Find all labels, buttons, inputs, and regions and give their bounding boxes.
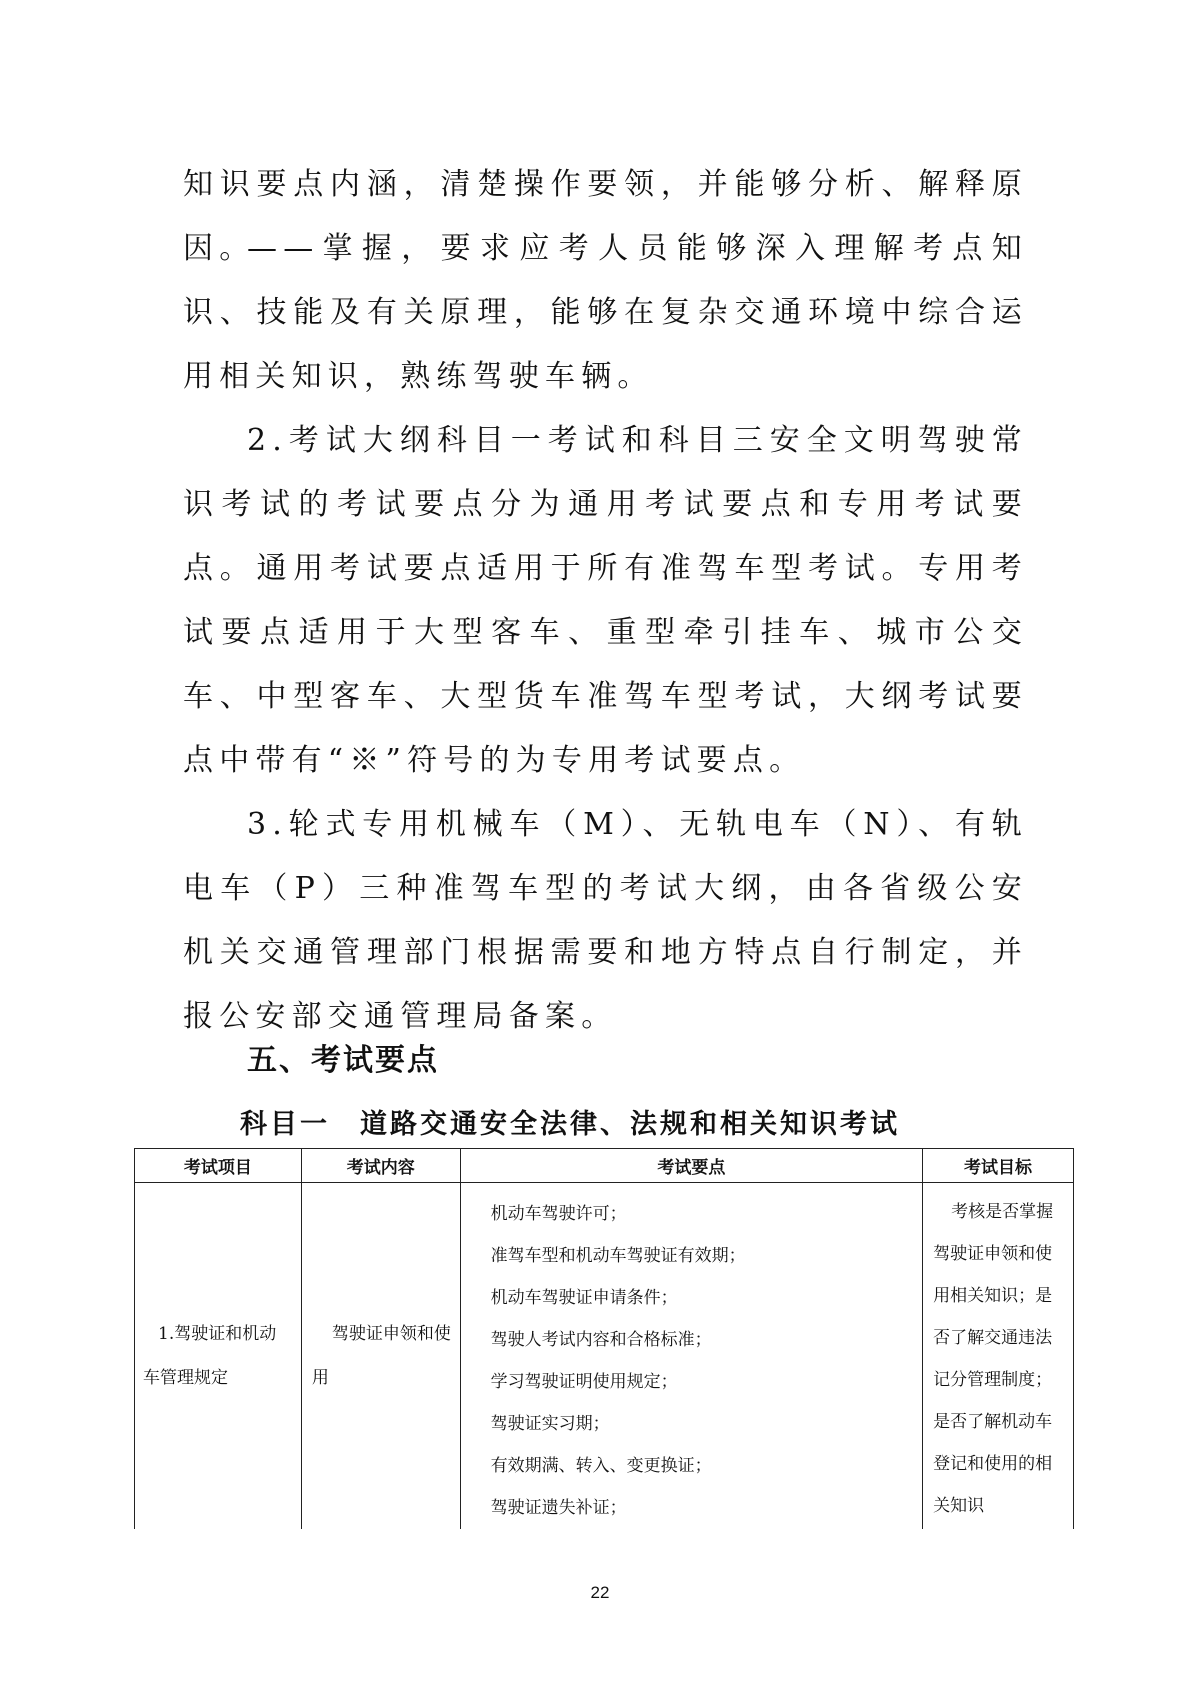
body-paragraph: 知识要点内涵，清楚操作要领，并能够分析、解释原因。 (183, 167, 1028, 266)
list-item: 准驾车型和机动车驾驶证有效期； (490, 1246, 746, 1266)
list-item: 有效期满、转入、变更换证； (490, 1456, 712, 1476)
table-header-row (135, 1149, 1074, 1183)
body-paragraph: 2.考试大纲科目一考试和科目三安全文明驾驶常识考试的考试要点分为通用考试要点和专用考试要点。通用考试要点适用于所有准驾车型考试。专用考试要点适用于大型客车、重型牵引挂车、城市公交车、中型客车、大型货车准驾车型考试，大纲考试要点中带有“※”符号的为专用考试要点。 (183, 423, 1028, 778)
page-number: 22 (590, 1583, 610, 1602)
exam-goal-cell (923, 1183, 1074, 1530)
exam-points-list (461, 1183, 922, 1529)
header-exam-content: 考试内容 (301, 1149, 460, 1183)
exam-content-cell (301, 1183, 460, 1530)
exam-points-table (134, 1148, 1074, 1529)
header-exam-points: 考试要点 (460, 1149, 922, 1183)
list-item: 学习驾驶证明使用规定； (490, 1372, 678, 1392)
exam-content-text: 驾驶证申领和使用 (311, 1324, 451, 1388)
list-item: 驾驶证实习期； (490, 1414, 610, 1434)
list-item: 机动车驾驶许可； (490, 1204, 627, 1224)
list-item: 驾驶人考试内容和合格标准； (490, 1330, 712, 1350)
body-paragraph: ——掌握，要求应考人员能够深入理解考点知识、技能及有关原理，能够在复杂交通环境中综合运用相关知识，熟练驾驶车辆。 (183, 231, 1028, 394)
list-item: 机动车驾驶证申请条件； (490, 1288, 678, 1308)
body-paragraph: 3.轮式专用机械车（M）、无轨电车（N）、有轨电车（P）三种准驾车型的考试大纲，由各省级公安机关交通管理部门根据需要和地方特点自行制定，并报公安部交通管理局备案。 (183, 807, 1028, 1034)
table-title: 科目一 道路交通安全法律、法规和相关知识考试 (240, 1109, 900, 1140)
header-exam-goal: 考试目标 (923, 1149, 1074, 1183)
exam-points-cell (460, 1183, 922, 1530)
list-item: 驾驶证遗失补证； (490, 1498, 627, 1518)
header-exam-item: 考试项目 (135, 1149, 302, 1183)
exam-goal-text: 考核是否掌握驾驶证申领和使用相关知识；是否了解交通违法记分管理制度；是否了解机动车登记和使用的相关知识 (933, 1202, 1054, 1516)
section-heading: 五、考试要点 (247, 1043, 439, 1078)
table-row (135, 1183, 1074, 1530)
exam-item-text: 1.驾驶证和机动车管理规定 (143, 1324, 277, 1388)
exam-item-cell (135, 1183, 302, 1530)
